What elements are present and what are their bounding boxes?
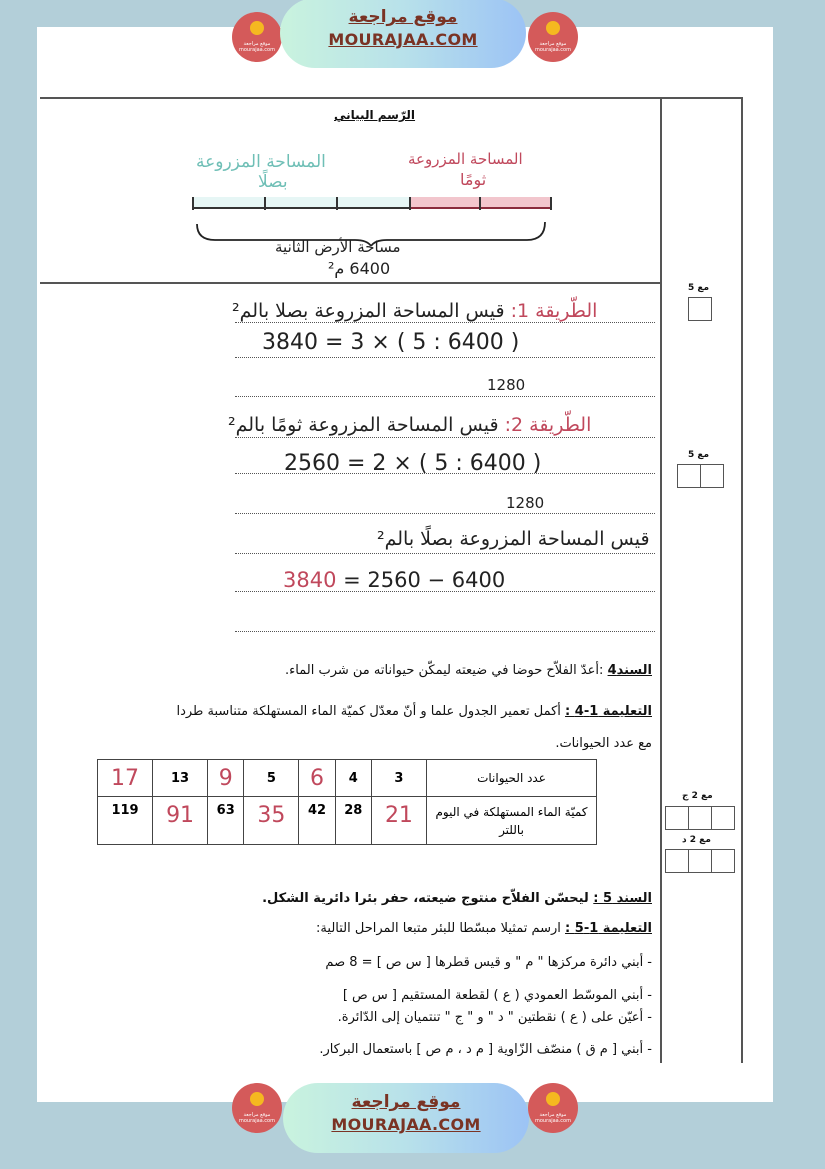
- score-box[interactable]: [665, 806, 735, 830]
- step-2: - أبني الموسّط العمودي ( ع ) لقطعة المستقيم [ س ص ]: [342, 988, 652, 1003]
- badge-text-ar: موقع مراجعة: [539, 1112, 567, 1118]
- bar-tick: [336, 197, 338, 210]
- score-box[interactable]: [688, 297, 712, 321]
- diagram-title: الرّسم البياني: [334, 108, 416, 122]
- table-row: [98, 760, 597, 797]
- score-box[interactable]: [677, 464, 724, 488]
- table-cell: 119: [98, 797, 153, 845]
- logo-icon: [250, 1092, 264, 1106]
- badge-text-ar: موقع مراجعة: [539, 41, 567, 47]
- method1-desc: قيس المساحة المزروعة بصلا بالم²: [232, 300, 505, 322]
- step-4: - أبني [ م ق ) منصّف الزّاوية [ م د ، م ص ] باستعمال البركار.: [319, 1042, 652, 1057]
- table-cell[interactable]: 6: [299, 760, 335, 797]
- diagram-label-garlic: المساحة المزروعة: [408, 150, 523, 168]
- table-cell: 3: [371, 760, 426, 797]
- banner-title-ar: موقع مراجعة: [351, 1092, 461, 1112]
- method3-equation: [283, 568, 505, 592]
- talima41-line: [176, 704, 652, 719]
- method1-equation: 3840 = 3 × ( 5 : 6400 ): [262, 330, 520, 355]
- talima51-label: التعليمة 1-5 :: [565, 921, 652, 936]
- site-badge-top-left: [232, 12, 282, 62]
- diagram-bottom-line: [40, 282, 661, 284]
- answer-line: [235, 473, 655, 474]
- method1-title: الطّريقة 1:: [510, 300, 598, 322]
- score-label: مع 5: [688, 283, 710, 293]
- sanad4-text: :أعدّ الفلاّح حوضا في ضيعته ليمكّن حيواناته من شرب الماء.: [285, 663, 604, 678]
- onion-bar: [192, 197, 410, 209]
- bar-tick: [409, 197, 411, 210]
- score-box[interactable]: [665, 849, 735, 873]
- answer-line: [235, 591, 655, 592]
- bar-tick: [479, 197, 481, 210]
- table-cell[interactable]: 9: [208, 760, 244, 797]
- method2-desc: قيس المساحة المزروعة ثومًا بالم²: [228, 414, 499, 436]
- sanad5-label: السند 5 :: [593, 891, 652, 906]
- badge-text-en: mourajaa.com: [238, 47, 275, 53]
- badge-text-en: mourajaa.com: [238, 1118, 275, 1124]
- badge-text-en: mourajaa.com: [534, 1118, 571, 1124]
- badge-text-ar: موقع مراجعة: [243, 41, 271, 47]
- answer-line: [235, 437, 655, 438]
- method1-text: [232, 300, 597, 322]
- sanad4-label: السند4: [607, 663, 652, 678]
- table-cell: 13: [153, 760, 208, 797]
- row-header-water: كميّة الماء المستهلكة في اليوم باللتر: [427, 797, 597, 845]
- logo-icon: [546, 21, 560, 35]
- table-cell: 4: [335, 760, 371, 797]
- method2-text: [228, 414, 591, 436]
- brace-label: مساحة الأرض الثانية: [275, 238, 401, 256]
- method3-rest: = 2560 − 6400: [343, 568, 506, 592]
- table-cell[interactable]: 17: [98, 760, 153, 797]
- talima51-line: [316, 921, 652, 936]
- sanad5-line: [262, 891, 652, 906]
- diagram-label-garlic-2: ثومًا: [460, 170, 487, 189]
- score-label: مع 2 ج: [682, 791, 713, 801]
- table-cell: 5: [244, 760, 299, 797]
- banner-title-en: MOURAJAA.COM: [331, 1115, 481, 1134]
- badge-text-ar: موقع مراجعة: [243, 1112, 271, 1118]
- sanad4-line: [285, 663, 652, 678]
- talima51-text: ارسم تمثيلا مبسّطا للبئر متبعا المراحل التالية:: [316, 921, 561, 936]
- logo-icon: [250, 21, 264, 35]
- bar-tick: [264, 197, 266, 210]
- worksheet-page: [37, 27, 773, 1102]
- table-cell: 42: [299, 797, 335, 845]
- answer-line: [235, 357, 655, 358]
- method3-result: 3840: [283, 568, 337, 592]
- table-cell[interactable]: 21: [371, 797, 426, 845]
- method3-text: قيس المساحة المزروعة بصلًا بالم²: [377, 528, 650, 550]
- diagram-label-onion: المساحة المزروعة: [196, 152, 326, 172]
- animals-water-table: [97, 759, 597, 845]
- logo-icon: [546, 1092, 560, 1106]
- score-label: مع 5: [688, 450, 710, 460]
- site-banner-bottom[interactable]: [283, 1083, 529, 1153]
- method2-title: الطّريقة 2:: [504, 414, 592, 436]
- answer-line: [235, 631, 655, 632]
- bar-tick: [550, 197, 552, 210]
- badge-text-en: mourajaa.com: [534, 47, 571, 53]
- answer-line: [235, 396, 655, 397]
- bar-tick: [192, 197, 194, 210]
- banner-title-en: MOURAJAA.COM: [328, 30, 478, 49]
- step-3: - أعيّن على ( ع ) نقطتين " د " و " ج " تنتميان إلى الدّائرة.: [337, 1010, 652, 1025]
- table-cell[interactable]: 35: [244, 797, 299, 845]
- talima41-text: أكمل تعمير الجدول علما و أنّ معدّل كميّة الماء المستهلكة متناسبة طردا: [176, 704, 561, 719]
- site-badge-top-right: [528, 12, 578, 62]
- table-cell: 63: [208, 797, 244, 845]
- frame-top-line: [40, 97, 742, 99]
- table-row: [98, 797, 597, 845]
- site-banner-top[interactable]: [280, 0, 526, 68]
- method2-equation: 2560 = 2 × ( 5 : 6400 ): [284, 451, 542, 476]
- total-area: 6400 م²: [328, 259, 391, 278]
- score-label: مع 2 د: [682, 835, 711, 845]
- site-badge-bottom-left: [232, 1083, 282, 1133]
- sanad5-text: ليحسّن الفلاّح منتوج ضيعته، حفر بئرا دائرية الشكل.: [262, 891, 589, 906]
- row-header-animals: عدد الحيوانات: [427, 760, 597, 797]
- frame-right-line: [741, 97, 743, 1063]
- answer-line: [235, 322, 655, 323]
- diagram-label-onion-2: بصلًا: [258, 172, 288, 192]
- talima41-label: التعليمة 1-4 :: [565, 704, 652, 719]
- banner-title-ar: موقع مراجعة: [348, 7, 458, 27]
- margin-divider-line: [660, 97, 662, 1063]
- answer-line: [235, 513, 655, 514]
- talima41-text-2: مع عدد الحيوانات.: [555, 736, 652, 751]
- step-1: - أبني دائرة مركزها " م " و قيس قطرها [ س ص ] = 8 صم: [325, 955, 652, 970]
- method1-sub: 1280: [487, 376, 526, 394]
- table-cell: 28: [335, 797, 371, 845]
- site-badge-bottom-right: [528, 1083, 578, 1133]
- answer-line: [235, 553, 655, 554]
- method2-sub: 1280: [506, 494, 545, 512]
- table-cell[interactable]: 91: [153, 797, 208, 845]
